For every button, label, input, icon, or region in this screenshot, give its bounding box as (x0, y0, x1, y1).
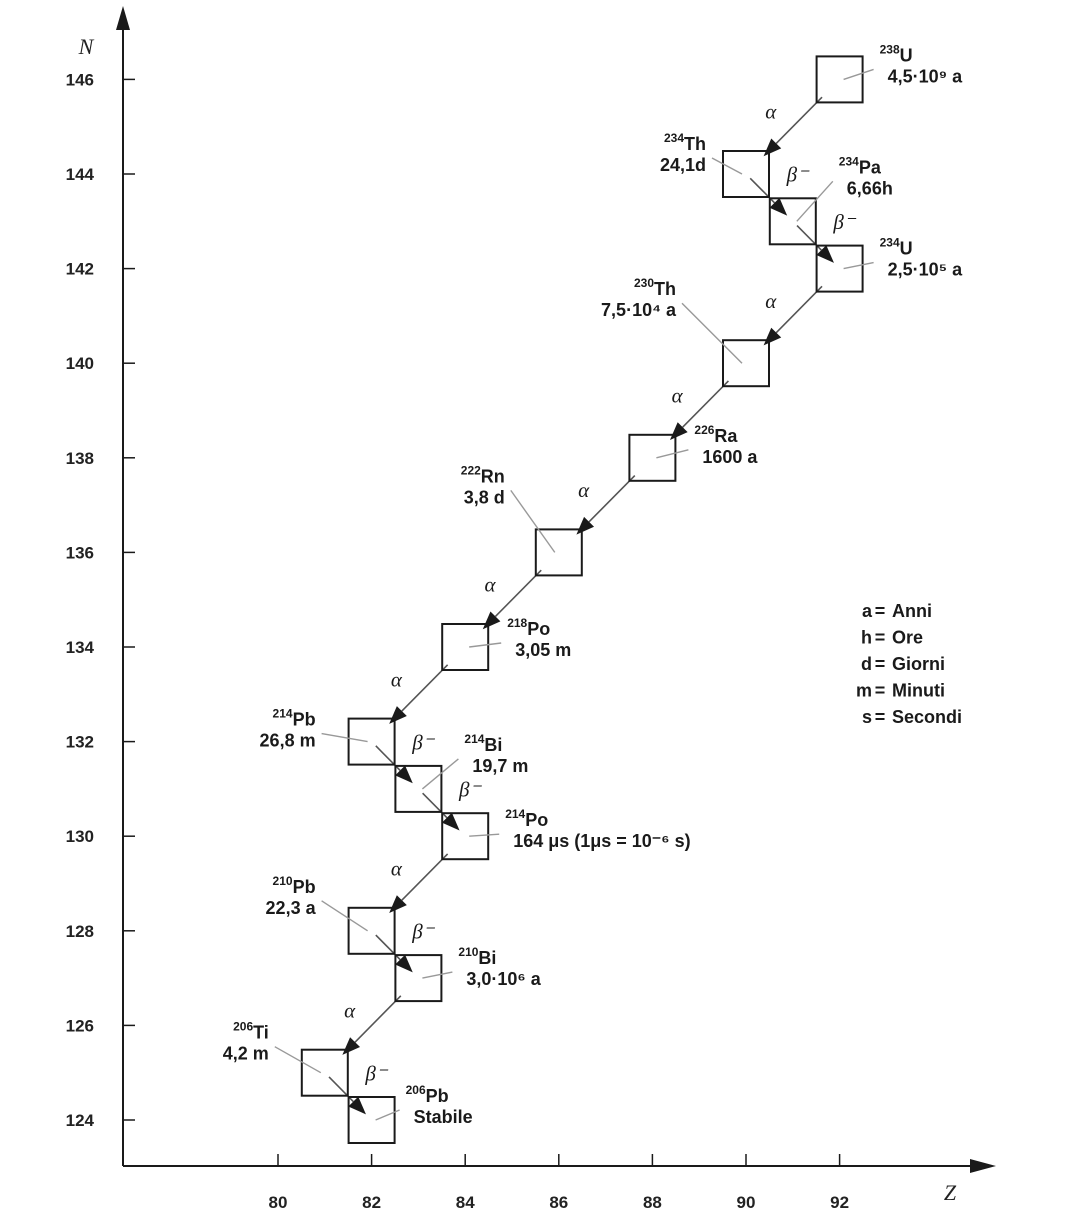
nuclide-label-Pb214 (273, 707, 316, 730)
half-life-Pa234: 6,66h (846, 178, 893, 199)
decay-arrow-Po214 (402, 854, 448, 900)
decay-symbol-Ra226: α (578, 478, 590, 503)
half-life-Th230: 7,5·10⁴ a (601, 300, 676, 321)
legend-eq-3: = (874, 680, 886, 701)
decay-symbol-Bi214: β⁻ (459, 777, 481, 802)
leader-Pb210 (322, 901, 368, 931)
legend-eq-0: = (874, 601, 886, 621)
nuclide-label-Po218 (507, 616, 550, 639)
leader-Rn222 (511, 490, 555, 552)
x-axis-arrowhead (970, 1159, 996, 1173)
leader-Th234 (712, 158, 742, 174)
nuclide-label-Pb210 (273, 874, 316, 897)
nuclide-box-Th230 (723, 340, 769, 386)
half-life-Ra226: 1600 a (702, 446, 758, 467)
leader-Po218 (469, 643, 501, 647)
element-symbol-U234: U (899, 238, 913, 259)
decay-arrow-Th230 (683, 381, 729, 427)
leader-Th230 (682, 303, 742, 363)
element-symbol-Pb214: Pb (292, 709, 316, 730)
element-symbol-Bi214: Bi (484, 734, 503, 755)
leader-Ra226 (656, 450, 688, 458)
legend-value-3: Minuti (892, 680, 945, 701)
y-tick-label-124: 124 (65, 1111, 94, 1130)
nuclide-box-U238 (817, 56, 863, 102)
mass-number-Pb206: 206 (405, 1083, 426, 1097)
x-tick-label-88: 88 (642, 1193, 662, 1212)
decay-arrow-Ra226 (589, 476, 635, 522)
nuclide-box-Po218 (442, 624, 488, 670)
legend-key-3: m (855, 680, 872, 701)
decay-arrow-U238 (776, 97, 822, 143)
mass-number-Rn222: 222 (460, 463, 481, 478)
nuclide-box-Ra226 (629, 435, 675, 481)
leader-Bi210 (422, 972, 452, 978)
y-axis-arrowhead (116, 6, 130, 30)
leader-U238 (844, 69, 874, 79)
half-life-Rn222: 3,8 d (463, 487, 505, 508)
y-tick-label-140: 140 (65, 354, 94, 374)
half-life-Pb210: 22,3 a (265, 897, 316, 918)
half-life-Po218: 3,05 m (515, 640, 572, 660)
element-symbol-U238: U (899, 45, 913, 66)
nuclide-label-Th230 (634, 276, 676, 299)
half-life-Pb214: 26,8 m (259, 730, 316, 751)
decay-arrows (329, 97, 857, 1114)
mass-number-Pa234: 234 (838, 154, 859, 169)
half-life-Bi214: 19,7 m (472, 755, 529, 776)
nuclide-label-Pb206 (406, 1083, 449, 1106)
decay-symbol-Po218: α (390, 667, 402, 692)
x-tick-label-80: 80 (268, 1193, 288, 1212)
nuclide-label-Ra226 (694, 423, 738, 446)
half-life-U234: 2,5·10⁵ a (887, 259, 963, 280)
decay-arrow-Rn222 (495, 570, 541, 616)
element-symbol-Bi210: Bi (478, 948, 497, 969)
mass-number-Ti206: 206 (233, 1019, 254, 1034)
nuclide-label-U238 (880, 42, 913, 65)
nuclide-label-Po214 (505, 807, 548, 830)
nuclide-labels (223, 42, 963, 1127)
legend-eq-2: = (874, 654, 886, 674)
decay-symbol-Bi210: α (344, 998, 356, 1023)
element-symbol-Pb206: Pb (425, 1086, 449, 1106)
nuclide-label-Bi210 (458, 945, 496, 968)
element-symbol-Ra226: Ra (714, 425, 738, 446)
legend-eq-4: = (874, 707, 886, 727)
decay-symbol-Rn222: α (484, 572, 496, 597)
mass-number-Th230: 230 (633, 276, 654, 291)
leader-Pb206 (376, 1110, 400, 1120)
nuclide-label-Ti206 (233, 1020, 269, 1043)
x-tick-label-86: 86 (549, 1193, 569, 1212)
element-symbol-Pb210: Pb (292, 876, 316, 897)
x-tick-label-82: 82 (362, 1193, 382, 1212)
y-tick-label-128: 128 (65, 921, 94, 941)
legend-value-4: Secondi (892, 707, 963, 727)
x-tick-label-92: 92 (830, 1193, 850, 1212)
element-symbol-Th230: Th (654, 279, 676, 300)
mass-number-Pb214: 214 (272, 706, 293, 721)
half-life-Po214: 164 μs (1μs = 10⁻⁶ s) (513, 831, 691, 852)
half-life-Ti206: 4,2 m (222, 1043, 269, 1064)
y-tick-label-126: 126 (65, 1016, 94, 1036)
mass-number-Po214: 214 (505, 807, 526, 822)
decay-symbol-Po214: α (390, 856, 402, 881)
legend-key-2: d (861, 654, 872, 674)
y-axis-label: N (78, 34, 94, 59)
legend-key-1: h (861, 627, 872, 648)
y-tick-label-144: 144 (65, 165, 94, 184)
element-symbol-Pa234: Pa (858, 157, 881, 178)
y-tick-label-136: 136 (65, 543, 94, 563)
legend-value-2: Giorni (892, 654, 945, 674)
half-life-U238: 4,5·10⁹ a (887, 66, 963, 87)
leader-Pb214 (322, 734, 368, 742)
half-life-Pb206: Stabile (413, 1107, 473, 1127)
nuclide-label-Pa234 (839, 154, 882, 177)
decay-arrow-Bi210 (355, 996, 401, 1042)
x-axis-label: Z (943, 1180, 957, 1205)
decay-symbol-Pb210: β⁻ (412, 919, 434, 944)
mass-number-U238: 238 (879, 42, 900, 57)
half-life-Th234: 24,1d (659, 155, 706, 175)
element-symbol-Po214: Po (525, 810, 549, 831)
mass-number-Bi214: 214 (464, 731, 485, 746)
mass-number-Th234: 234 (663, 131, 684, 145)
nuclide-label-Bi214 (464, 732, 502, 755)
mass-number-Ra226: 226 (694, 422, 715, 437)
decay-arrow-U234 (776, 286, 822, 332)
nuclide-boxes (302, 56, 863, 1143)
mass-number-Po218: 218 (507, 616, 528, 630)
nuclide-label-U234 (880, 236, 913, 259)
nuclide-label-Th234 (664, 131, 706, 154)
y-tick-label-130: 130 (65, 827, 94, 847)
leader-Po214 (469, 834, 499, 836)
decay-symbol-Th230: α (671, 383, 683, 408)
y-tick-label-134: 134 (65, 638, 94, 657)
legend-eq-1: = (874, 627, 886, 648)
y-tick-label-132: 132 (65, 732, 94, 752)
decay-symbol-Ti206: β⁻ (365, 1061, 387, 1086)
decay-symbol-Pb214: β⁻ (412, 730, 434, 755)
legend-value-0: Anni (892, 601, 932, 621)
element-symbol-Rn222: Rn (480, 466, 505, 487)
nuclide-label-Rn222 (461, 463, 505, 486)
mass-number-U234: 234 (879, 235, 900, 250)
decay-symbol-Pa234: β⁻ (833, 209, 855, 234)
y-tick-label-146: 146 (65, 70, 94, 90)
mass-number-Bi210: 210 (458, 945, 479, 960)
legend-key-0: a (861, 601, 872, 621)
mass-number-Pb210: 210 (272, 873, 293, 888)
legend-value-1: Ore (892, 627, 924, 648)
decay-arrow-Po218 (402, 665, 448, 711)
decay-symbol-U238: α (765, 99, 777, 124)
x-tick-label-90: 90 (736, 1193, 756, 1212)
element-symbol-Po218: Po (527, 619, 551, 639)
legend (856, 601, 962, 727)
decay-symbol-U234: α (765, 288, 777, 313)
leader-U234 (844, 263, 874, 269)
legend-key-4: s (861, 707, 872, 727)
element-symbol-Th234: Th (684, 134, 706, 154)
y-tick-label-142: 142 (65, 259, 94, 279)
y-tick-label-138: 138 (65, 448, 94, 468)
element-symbol-Ti206: Ti (253, 1022, 269, 1043)
decay-symbol-Th234: β⁻ (786, 162, 809, 187)
half-life-Bi210: 3,0·10⁶ a (466, 969, 541, 990)
x-tick-label-84: 84 (455, 1193, 475, 1212)
